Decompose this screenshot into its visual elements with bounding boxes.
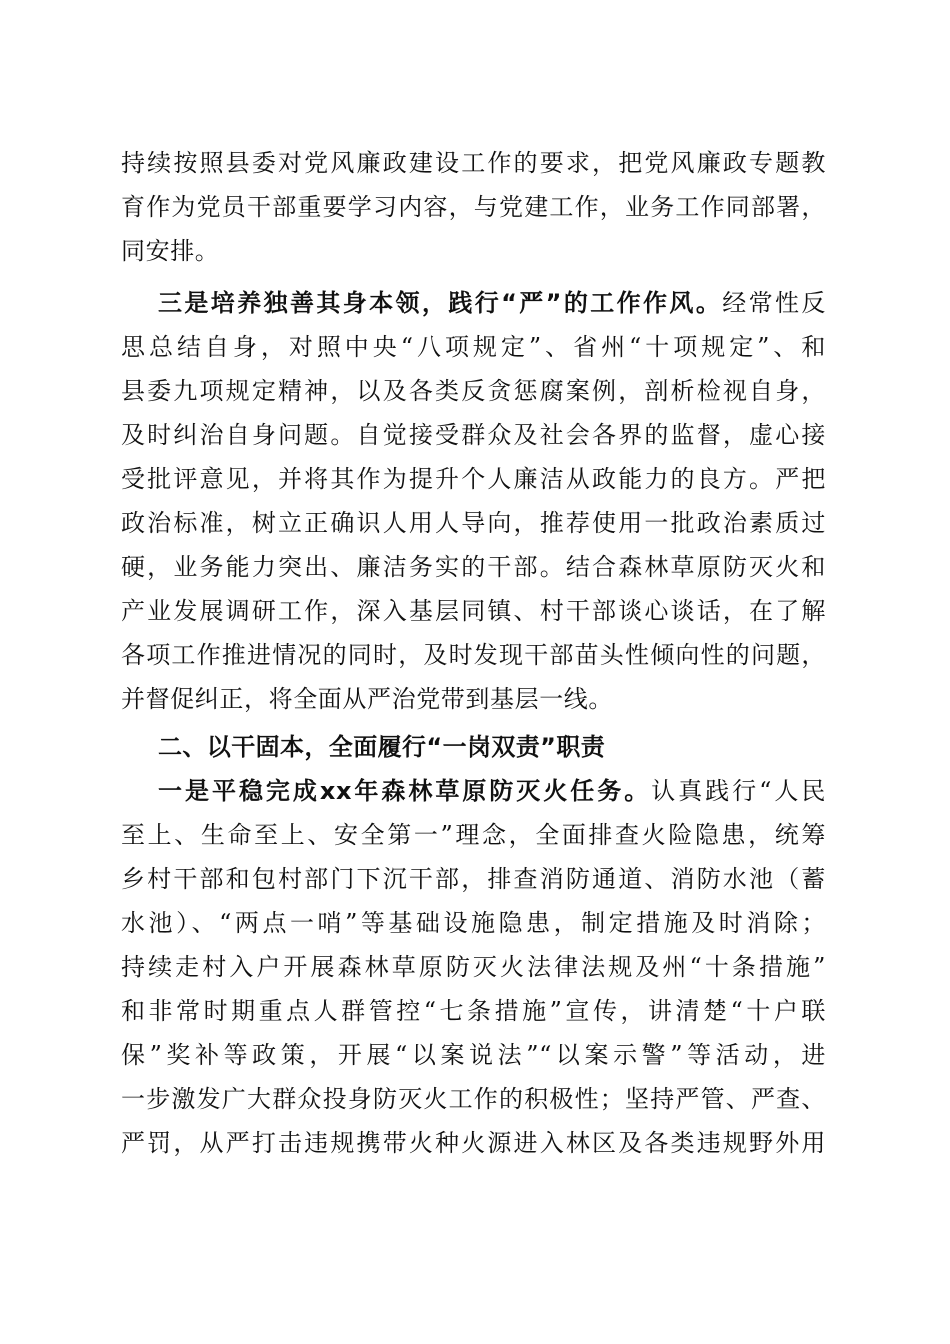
paragraph-first-line — [158, 769, 826, 813]
body-text-line: 硬，业务能力突出、廉洁务实的干部。结合森林草原防灭火和 — [121, 553, 826, 581]
body-text-line: 保”奖补等政策，开展“以案说法”“以案示警”等活动，进 — [121, 1041, 826, 1069]
paragraph-lead-heading: 三是培养独善其身本领，践行“严”的工作作风。 — [158, 289, 723, 317]
body-text-line: 水池）、“两点一哨”等基础设施隐患，制定措施及时消除； — [121, 909, 826, 937]
body-text-line: 产业发展调研工作，深入基层同镇、村干部谈心谈话，在了解 — [121, 597, 826, 625]
body-text-line: 严罚，从严打击违规携带火种火源进入林区及各类违规野外用 — [121, 1129, 826, 1157]
body-text-line: 育作为党员干部重要学习内容，与党建工作，业务工作同部署， — [121, 193, 826, 221]
body-text-line: 一步激发广大群众投身防灭火工作的积极性；坚持严管、严查、 — [121, 1085, 826, 1113]
body-text-line: 并督促纠正，将全面从严治党带到基层一线。 — [121, 685, 613, 713]
body-text-line: 思总结自身，对照中央“八项规定”、省州“十项规定”、和 — [121, 333, 826, 361]
body-text-line: 乡村干部和包村部门下沉干部，排查消防通道、消防水池（蓄 — [121, 865, 826, 893]
body-text-line: 政治标准，树立正确识人用人导向，推荐使用一批政治素质过 — [121, 509, 826, 537]
body-text-line: 至上、生命至上、安全第一”理念，全面排查火险隐患，统筹 — [121, 821, 826, 849]
body-text-line: 同安排。 — [121, 237, 220, 265]
body-text: 认真践行“人民 — [651, 777, 826, 805]
body-text: 经常性反 — [722, 289, 826, 317]
paragraph-lead-heading: 一是平稳完成xx年森林草原防灭火任务。 — [158, 777, 652, 805]
body-text-line: 受批评意见，并将其作为提升个人廉洁从政能力的良方。严把 — [121, 465, 826, 493]
body-text-line: 县委九项规定精神，以及各类反贪惩腐案例，剖析检视自身， — [121, 377, 826, 405]
body-text-line: 和非常时期重点人群管控“七条措施”宣传，讲清楚“十户联 — [121, 997, 826, 1025]
section-heading: 二、以干固本，全面履行“一岗双责”职责 — [158, 733, 606, 761]
body-text-line: 持续走村入户开展森林草原防灭火法律法规及州“十条措施” — [121, 953, 826, 981]
body-text-line: 持续按照县委对党风廉政建设工作的要求，把党风廉政专题教 — [121, 149, 826, 177]
body-text-line: 各项工作推进情况的同时，及时发现干部苗头性倾向性的问题， — [121, 641, 826, 669]
paragraph-first-line — [158, 281, 826, 325]
body-text-line: 及时纠治自身问题。自觉接受群众及社会各界的监督，虚心接 — [121, 421, 826, 449]
